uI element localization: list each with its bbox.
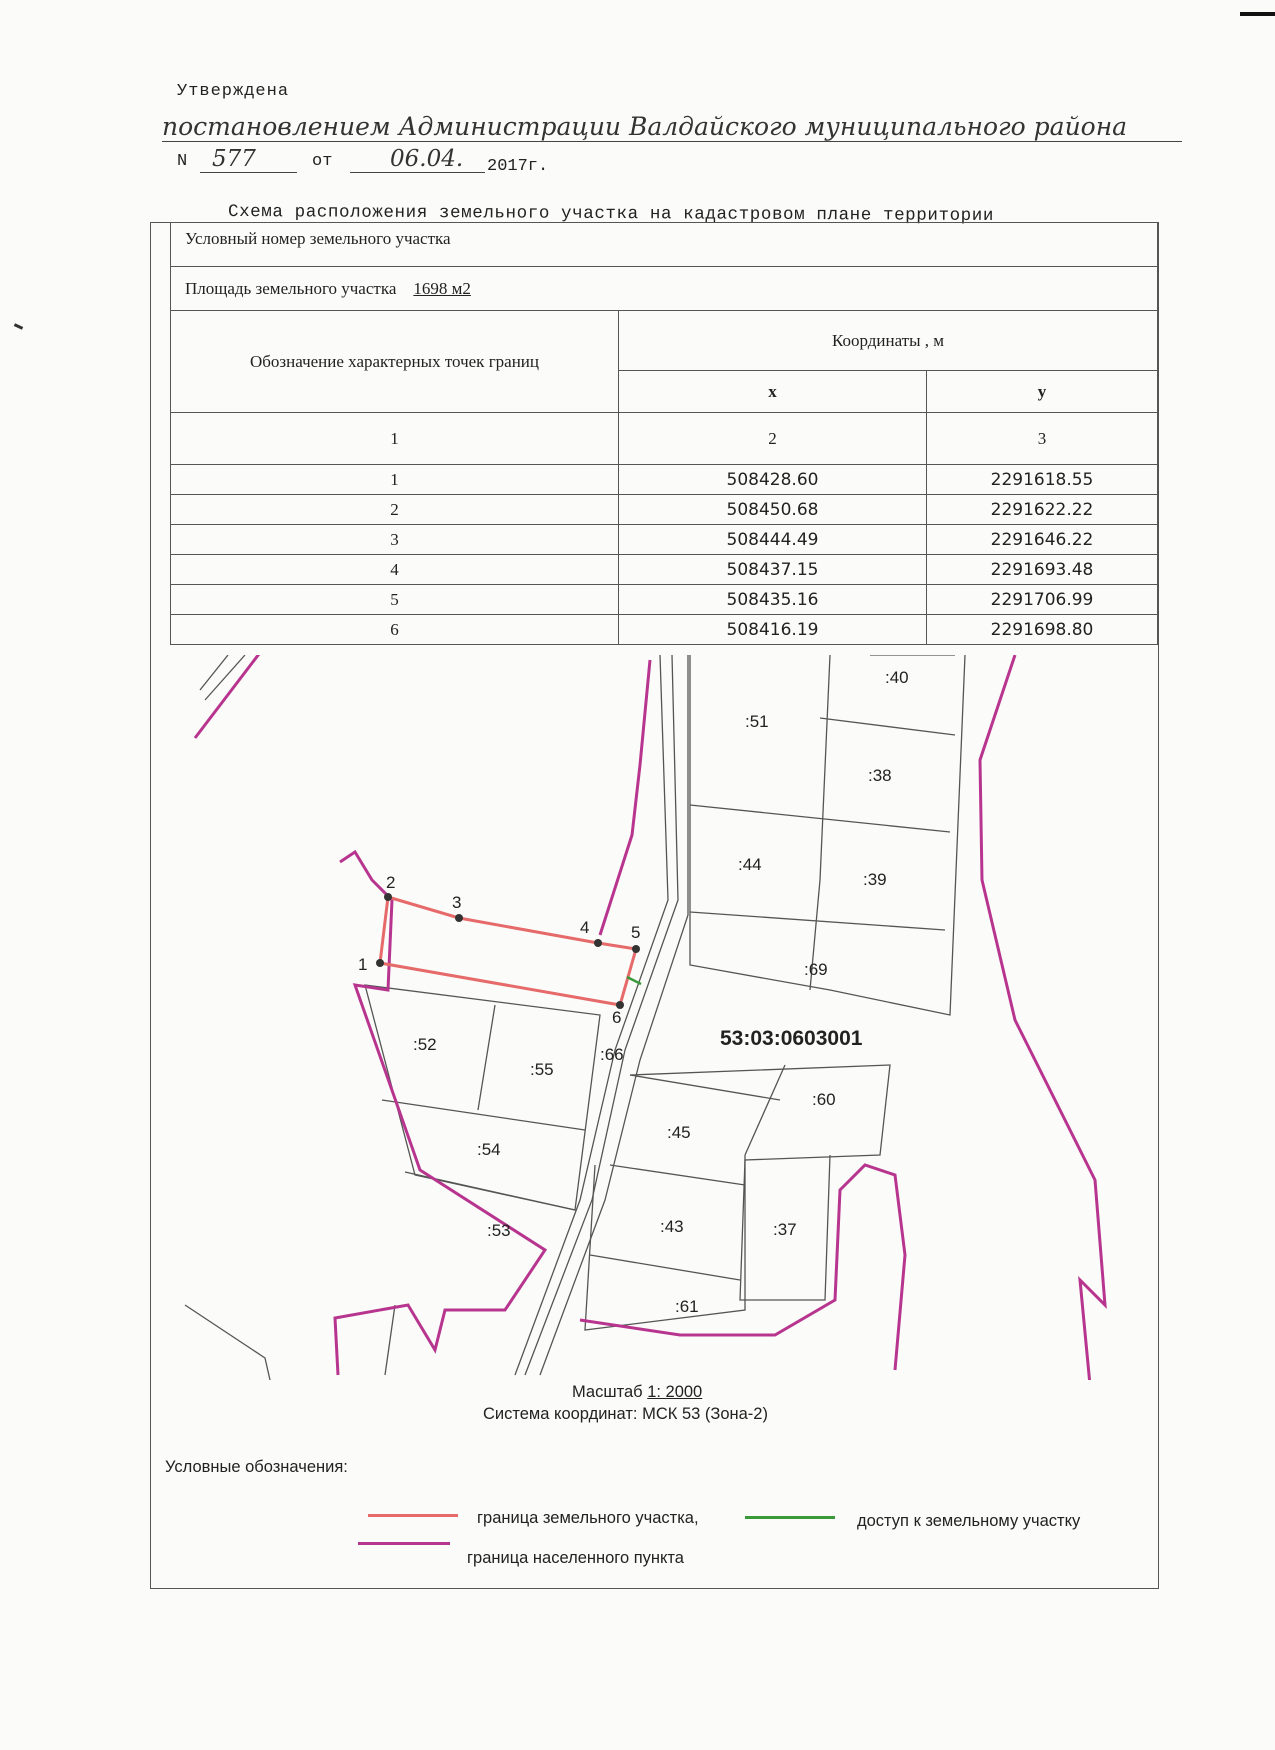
cadastral-quarter-label: 53:03:0603001 (720, 1027, 863, 1050)
parcel-label: :69 (804, 960, 828, 979)
col-number-2: 2 (619, 413, 927, 465)
x-coord: 508444.49 (619, 525, 927, 555)
boundary-point-5 (632, 945, 640, 953)
parcel-label: :38 (868, 766, 892, 785)
coords-header: Координаты , м (619, 311, 1158, 371)
boundary-point-1 (376, 959, 384, 967)
legend-title: Условные обозначения: (165, 1458, 348, 1476)
parcel-lines-mid (585, 1065, 785, 1330)
area-label: Площадь земельного участка (185, 278, 397, 298)
y-coord: 2291706.99 (927, 585, 1158, 615)
scale-value: 1: 2000 (647, 1383, 703, 1401)
parcel-label: :40 (885, 668, 909, 687)
legend-parcel-boundary-label: граница земельного участка, (477, 1509, 699, 1527)
settlement-boundary-road-west (600, 660, 650, 935)
parcel-label: :45 (667, 1123, 691, 1142)
point-label-6: 6 (612, 1008, 622, 1027)
y-coord: 2291618.55 (927, 465, 1158, 495)
point-label-1: 1 (358, 955, 368, 974)
resolution-year: 2017г. (487, 157, 549, 176)
parcel-label: :60 (812, 1090, 836, 1109)
table-row (171, 525, 1158, 555)
number-label: N (177, 152, 188, 171)
legend-parcel-boundary-swatch (368, 1514, 458, 1517)
settlement-boundary-south (580, 1165, 905, 1370)
scan-edge-top (1240, 12, 1275, 16)
point-label-4: 4 (580, 918, 590, 937)
land-parcel-boundary (380, 897, 636, 1005)
y-coord: 2291622.22 (927, 495, 1158, 525)
points-header: Обозначение характерных точек границ (171, 311, 619, 413)
point-id: 2 (171, 495, 619, 525)
table-row (171, 555, 1158, 585)
y-coord: 2291693.48 (927, 555, 1158, 585)
resolution-text: постановлением Администрации Валдайского муниципального района (162, 112, 1182, 142)
table-row (171, 615, 1158, 645)
x-coord: 508437.15 (619, 555, 927, 585)
x-coord: 508450.68 (619, 495, 927, 525)
parcel-label: :61 (675, 1297, 699, 1316)
point-id: 6 (171, 615, 619, 645)
edge-line-bottom (385, 1305, 395, 1375)
parcel-label: :51 (745, 712, 769, 731)
corner-line-top (200, 655, 245, 700)
y-header: y (927, 371, 1158, 413)
corner-line-bottom (185, 1305, 270, 1380)
table-row (171, 495, 1158, 525)
parcel-label: :54 (477, 1140, 501, 1159)
point-label-5: 5 (631, 923, 641, 942)
scale-label: Масштаб (572, 1383, 643, 1401)
document-title: Схема расположения земельного участка на кадастровом плане территории (227, 202, 995, 227)
conditional-number-label: Условный номер земельного участка (171, 223, 1158, 267)
x-coord: 508416.19 (619, 615, 927, 645)
point-id: 4 (171, 555, 619, 585)
scan-mark (14, 323, 23, 330)
point-label-3: 3 (452, 893, 462, 912)
settlement-boundary-west (335, 852, 545, 1375)
parcel-outline-left (365, 985, 600, 1210)
point-label-2: 2 (386, 873, 396, 892)
legend-access-label: доступ к земельному участку (857, 1512, 1081, 1530)
boundary-point-4 (594, 939, 602, 947)
parcel-label: :66 (600, 1045, 624, 1064)
parcel-label: :44 (738, 855, 762, 874)
x-header: x (619, 371, 927, 413)
parcel-label: :37 (773, 1220, 797, 1239)
resolution-date: 06.04. (350, 146, 485, 173)
parcel-lines (690, 655, 955, 990)
resolution-number: 577 (200, 146, 297, 173)
parcel-label: :53 (487, 1221, 511, 1240)
table-row (171, 465, 1158, 495)
point-id: 3 (171, 525, 619, 555)
x-coord: 508428.60 (619, 465, 927, 495)
legend-settlement-boundary-label: граница населенного пункта (467, 1549, 684, 1567)
y-coord: 2291698.80 (927, 615, 1158, 645)
coordinates-table (170, 222, 1158, 645)
area-value: 1698 м2 (413, 278, 471, 298)
col-number-1: 1 (171, 413, 619, 465)
legend-access-swatch (745, 1516, 835, 1519)
date-from-label: от (312, 152, 333, 171)
legend-settlement-boundary-swatch (358, 1542, 450, 1545)
parcel-label: :55 (530, 1060, 554, 1079)
point-id: 5 (171, 585, 619, 615)
approved-label: Утверждена (177, 82, 290, 101)
settlement-boundary-east (980, 655, 1105, 1380)
col-number-3: 3 (927, 413, 1158, 465)
parcel-label: :52 (413, 1035, 437, 1054)
scale (572, 1383, 702, 1402)
area-row (171, 267, 1158, 311)
y-coord: 2291646.22 (927, 525, 1158, 555)
cadastral-map (150, 655, 1157, 1380)
parcel-label: :43 (660, 1217, 684, 1236)
coordinate-system: Система координат: МСК 53 (Зона-2) (483, 1405, 768, 1423)
boundary-point-3 (455, 914, 463, 922)
table-row (171, 585, 1158, 615)
x-coord: 508435.16 (619, 585, 927, 615)
settlement-boundary-top-left (195, 655, 262, 738)
road-edge-left (515, 655, 668, 1375)
point-id: 1 (171, 465, 619, 495)
boundary-point-2 (384, 893, 392, 901)
parcel-outline-mid (630, 1065, 890, 1300)
parcel-label: :39 (863, 870, 887, 889)
